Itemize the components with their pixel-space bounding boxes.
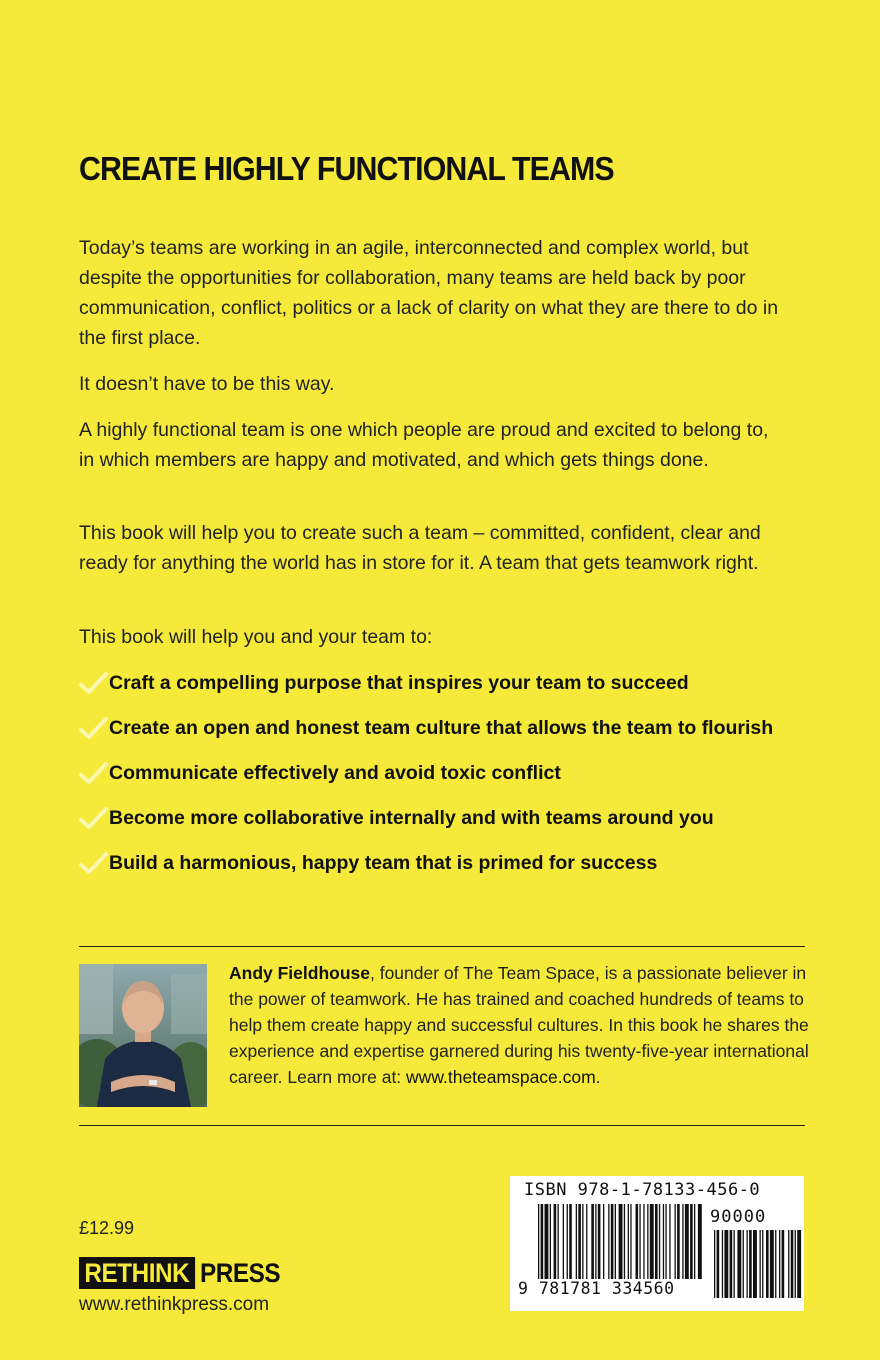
- barcode-bar: [698, 1204, 702, 1279]
- publisher-url[interactable]: www.rethinkpress.com: [79, 1294, 270, 1315]
- barcode-addon-bar: [766, 1230, 769, 1298]
- barcode-bar: [611, 1204, 614, 1279]
- barcode-bar: [563, 1204, 564, 1279]
- barcode-addon-bar: [788, 1230, 789, 1298]
- barcode-addon-bar: [797, 1230, 801, 1298]
- barcode-bar: [675, 1204, 676, 1279]
- checklist-item-text: Create an open and honest team culture that allows the team to flourish: [109, 717, 774, 739]
- paragraph-functional-team: A highly functional team is one which people are proud and excited to belong to, in which members are happy and motivated, and which gets things done.: [79, 419, 769, 471]
- divider-top: [79, 946, 805, 947]
- barcode-addon-bar: [779, 1230, 780, 1298]
- barcode-addon-bar: [760, 1230, 761, 1298]
- check-icon: [79, 762, 109, 784]
- barcode-bar: [647, 1204, 648, 1279]
- barcode-bar: [550, 1204, 551, 1279]
- publisher-name-boxed: RETHINK: [79, 1257, 195, 1289]
- check-icon: [79, 807, 109, 829]
- barcode-bar: [598, 1204, 601, 1279]
- barcode-bar: [663, 1204, 664, 1279]
- list-item: [79, 713, 839, 758]
- barcode-bar: [595, 1204, 596, 1279]
- isbn-label: ISBN 978-1-78133-456-0: [524, 1180, 761, 1200]
- barcode-bar: [659, 1204, 660, 1279]
- checklist-item-text: Build a harmonious, happy team that is primed for success: [109, 852, 658, 874]
- isbn-barcode: [510, 1176, 804, 1311]
- barcode-bar: [636, 1204, 639, 1279]
- author-website-link[interactable]: www.theteamspace.com: [406, 1067, 596, 1087]
- author-bio-text: , founder of The Team Space, is a passionate believer in the power of teamwork. He has trained and coached hundreds of teams to help them create happy and successful cultures. In this book he shares the experience and expertise garnered during his twenty-five-year international career. Learn more at:: [229, 963, 809, 1087]
- barcode-addon-bar: [714, 1230, 715, 1298]
- barcode-bar: [558, 1204, 559, 1279]
- barcode-bar: [643, 1204, 644, 1279]
- benefits-checklist: [79, 668, 839, 893]
- barcode-bar: [655, 1204, 658, 1279]
- barcode-bar: [677, 1204, 680, 1279]
- checklist-item-text: Communicate effectively and avoid toxic conflict: [109, 762, 561, 784]
- barcode-bar: [569, 1204, 572, 1279]
- barcode-addon-code: 90000: [710, 1207, 767, 1227]
- page-title: CREATE HIGHLY FUNCTIONAL TEAMS: [79, 150, 614, 187]
- barcode-bar: [538, 1204, 539, 1279]
- barcode-addon-bar: [747, 1230, 748, 1298]
- barcode-addon-bar: [724, 1230, 728, 1298]
- barcode-bar: [554, 1204, 557, 1279]
- barcode-bar: [630, 1204, 631, 1279]
- barcode-addon-bar: [782, 1230, 785, 1298]
- barcode-bar: [619, 1204, 623, 1279]
- barcode-bar: [591, 1204, 594, 1279]
- check-icon: [79, 852, 109, 874]
- paragraph-book-help: This book will help you to create such a team – committed, confident, clear and ready for anything the world has in store for it. A team that gets teamwork right.: [79, 522, 761, 574]
- checklist-item-text: Craft a compelling purpose that inspires your team to succeed: [109, 672, 689, 694]
- barcode-digits: 9 781781 334560: [518, 1279, 675, 1298]
- barcode-bar: [685, 1204, 689, 1279]
- barcode-bar: [586, 1204, 587, 1279]
- barcode-addon-bar: [753, 1230, 757, 1298]
- check-icon: [79, 717, 109, 739]
- list-item: [79, 848, 839, 893]
- list-item: [79, 758, 839, 803]
- barcode-bar: [650, 1204, 654, 1279]
- paragraph-not-this-way: It doesn’t have to be this way.: [79, 373, 335, 395]
- barcode-bar: [682, 1204, 683, 1279]
- barcode-bar: [669, 1204, 670, 1279]
- barcode-bar: [615, 1204, 616, 1279]
- intro-paragraph: Today’s teams are working in an agile, interconnected and complex world, but despite the opportunities for collaboration, many teams are held back by poor communication, conflict, politics or a lack of clarity on what they are there to do in the first place.: [79, 237, 779, 349]
- list-item: [79, 668, 839, 713]
- barcode-bar: [639, 1204, 640, 1279]
- barcode-addon-bar: [791, 1230, 794, 1298]
- publisher-logo: [79, 1256, 289, 1290]
- barcode-addon-bar: [737, 1230, 741, 1298]
- barcode-addon-bar: [730, 1230, 733, 1298]
- barcode-bar: [541, 1204, 544, 1279]
- barcode-bar: [624, 1204, 625, 1279]
- barcode-addon-bar: [770, 1230, 774, 1298]
- barcode-addon-bar: [775, 1230, 776, 1298]
- checklist-intro: This book will help you and your team to:: [79, 626, 433, 648]
- check-icon: [79, 672, 109, 694]
- author-name: Andy Fieldhouse: [229, 963, 370, 983]
- author-photo: [79, 964, 207, 1107]
- barcode-bar: [582, 1204, 583, 1279]
- barcode-addon-bar: [795, 1230, 796, 1298]
- divider-bottom: [79, 1125, 805, 1126]
- barcode-bar: [628, 1204, 629, 1279]
- barcode-bar: [665, 1204, 666, 1279]
- barcode-addon-bar: [734, 1230, 735, 1298]
- barcode-bar: [578, 1204, 581, 1279]
- barcode-bar: [694, 1204, 695, 1279]
- author-bio: [229, 960, 809, 1090]
- barcode-bar: [690, 1204, 693, 1279]
- barcode-addon-bar: [749, 1230, 752, 1298]
- barcode-addon-bar: [722, 1230, 723, 1298]
- author-bio-end: .: [595, 1067, 601, 1087]
- list-item: [79, 803, 839, 848]
- barcode-addon-bar: [743, 1230, 744, 1298]
- barcode-bar: [603, 1204, 604, 1279]
- barcode-bar: [608, 1204, 609, 1279]
- barcode-addon-bar: [762, 1230, 763, 1298]
- price-label: £12.99: [79, 1218, 135, 1238]
- publisher-name-plain: PRESS: [199, 1257, 280, 1288]
- barcode-addon-bar: [717, 1230, 720, 1298]
- checklist-item-text: Become more collaborative internally and with teams around you: [109, 807, 714, 829]
- barcode-bar: [567, 1204, 568, 1279]
- author-portrait-image: [79, 964, 207, 1107]
- barcode-bar: [545, 1204, 549, 1279]
- barcode-bar: [576, 1204, 577, 1279]
